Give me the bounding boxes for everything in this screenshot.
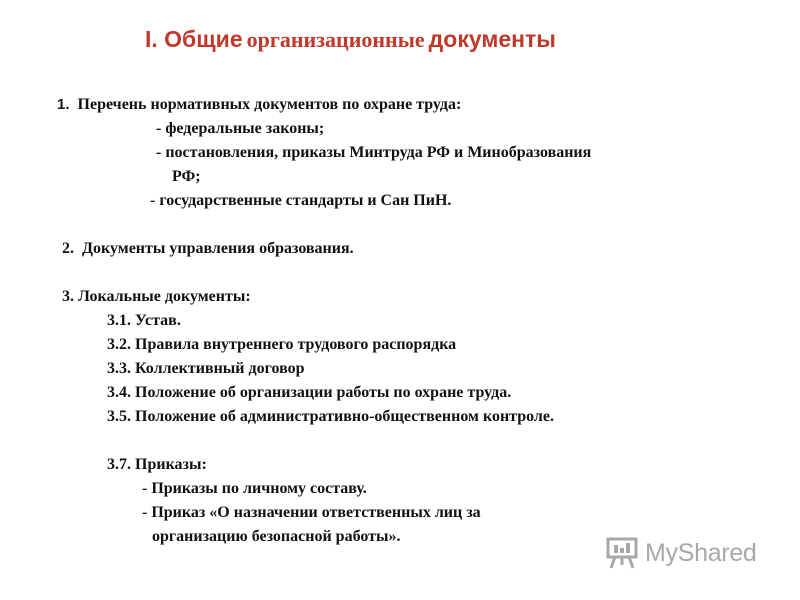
section-1-item: - государственные стандарты и Сан ПиН. [150,192,452,209]
title-suffix: документы [428,26,556,52]
section-1-item: - федеральные законы; [156,120,325,137]
title-middle: организационные [246,27,425,52]
watermark [605,535,757,571]
orders-heading: 3.7. Приказы: [107,456,207,473]
section-1-item: - постановления, приказы Минтруда РФ и Минобразования [156,144,592,161]
section-1-item: РФ; [172,168,201,185]
section-3-heading: 3. Локальные документы: [62,288,251,305]
orders-item: - Приказ «О назначении ответственных лиц за [142,504,481,521]
section-2-number: 2. [62,240,74,257]
section-3-item: 3.1. Устав. [107,312,181,329]
orders-item: - Приказы по личному составу. [142,480,367,497]
section-1-heading-line [57,97,461,113]
section-3-item: 3.4. Положение об организации работы по охране труда. [107,384,512,401]
orders-item: организацию безопасной работы». [152,528,401,545]
section-1-heading: Перечень нормативных документов по охране труда: [77,96,462,113]
section-3-item: 3.2. Правила внутреннего трудового распорядка [107,336,457,353]
section-2-heading: Документы управления образования. [82,240,354,257]
section-3-item: 3.5. Положение об административно-общественном контроле. [107,408,554,425]
title-prefix: I. Общие [145,26,243,52]
presentation-board-icon [605,536,639,570]
section-1-number: 1. [57,96,70,113]
section-2-line [62,241,354,257]
watermark-text: MyShared [645,538,757,567]
slide-title [145,28,745,51]
section-3-item: 3.3. Коллективный договор [107,360,305,377]
